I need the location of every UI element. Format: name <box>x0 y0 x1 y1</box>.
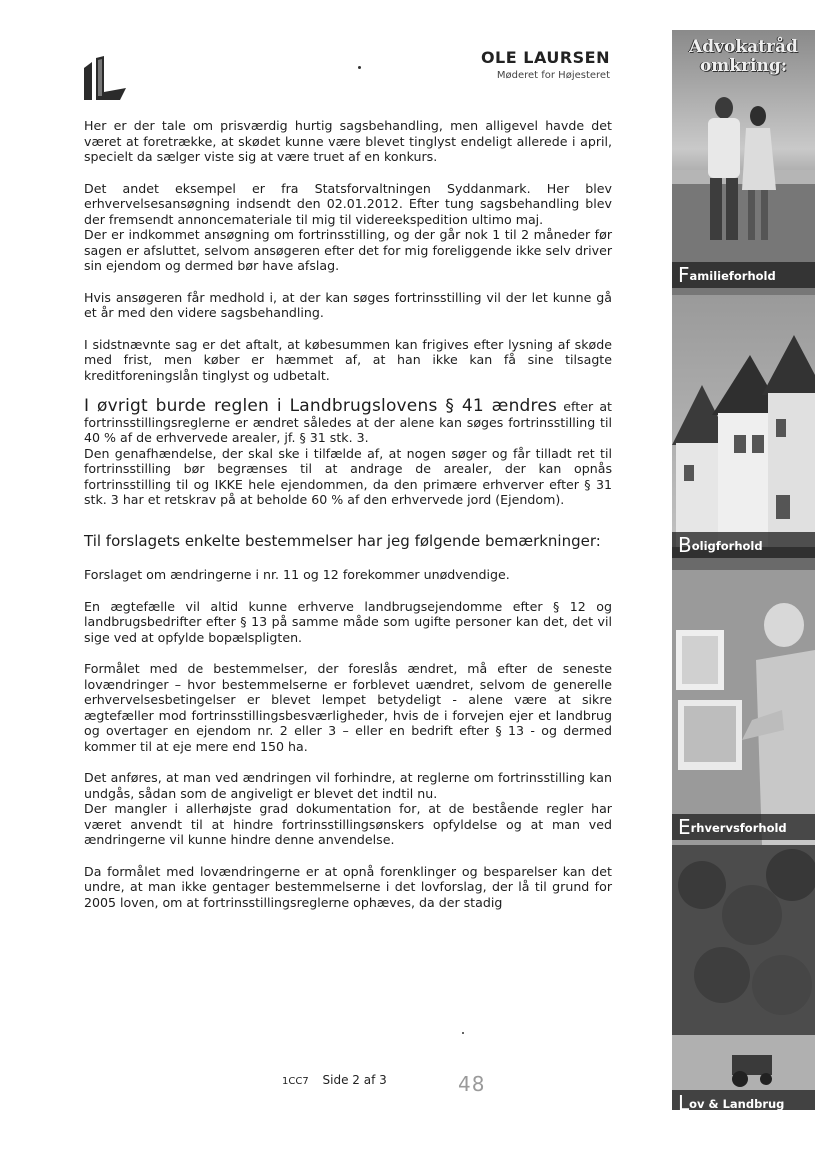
caption-text: amilieforhold <box>689 269 776 283</box>
paragraph <box>84 396 612 446</box>
caption-initial: B <box>678 533 692 557</box>
caption-text: ov & Landbrug <box>689 1097 785 1110</box>
emphasis-lead: I øvrigt burde reglen i Landbrugslovens § 41 ændres <box>84 396 558 416</box>
housing-photo <box>672 295 815 570</box>
caption-initial: F <box>678 263 690 287</box>
lawyer-name: OLE LAURSEN <box>480 48 610 67</box>
paragraph: Da formålet med lovændringerne er at opnå forenklinger og besparelser kan det undre, at man ikke gentager bestemmelserne i det lovforslag, der lå til grund for 2005 loven, om at fortrinsstillingsreglerne ophæves, da der stadig <box>84 863 612 910</box>
family-photo <box>672 30 815 295</box>
paragraph: Forslaget om ændringerne i nr. 11 og 12 forekommer unødvendige. <box>84 567 510 582</box>
paragraph: En ægtefælle vil altid kunne erhverve landbrugsejendomme efter § 12 og landbrugsbedrifter efter § 13 på samme måde som ugifte personer kan det, det vil sige ved at opfylde bopælspligten. <box>84 598 612 645</box>
business-photo <box>672 570 815 845</box>
paragraph: I sidstnævnte sag er det aftalt, at købesummen kan frigives efter lysning af skøde med frist, men køber er hæmmet af, at han ikke kan få sine tilsagte kreditforeningslån tinglyst og udbetalt. <box>84 336 612 383</box>
caption-initial: L <box>678 1091 690 1110</box>
banner-title-line: omkring: <box>699 56 788 76</box>
page-footer <box>282 1073 387 1087</box>
paragraph: Der mangler i allerhøjste grad dokumentation for, at de bestående regler har været anvendt til at hindre fortrinsstillingsønskers opfyldelse og at man ved ændringerne vil kunne hindre denne anvendelse. <box>84 801 612 847</box>
document-code: 1CC7 <box>282 1076 309 1087</box>
caption-agriculture <box>672 1090 815 1110</box>
paragraph-rest: efter at fortrinsstillingsreglerne er ændret således at der alene kan søges fortrinsstilling til 40 % af de erhvervede arealer, jf. § 31 stk. 3. <box>84 399 612 445</box>
letterhead <box>420 48 610 81</box>
speck <box>358 66 361 69</box>
caption-business <box>672 814 815 840</box>
paragraph: Der er indkommet ansøgning om fortrinsstilling, og der går nok 1 til 2 måneder før sagen er afsluttet, selvom ansøgeren efter det for mig foreliggende ikke selv driver sin ejendom og dermed bør have afslag. <box>84 227 612 273</box>
paragraph: Den genafhændelse, der skal ske i tilfælde af, at nogen søger og får tilladt ret til fortrinsstilling bør begrænses til at andrage de arealer, der kan opnås fortrinsstilling til og IKKE hele ejendommen, da den primære erhverver efter § 31 stk. 3 har et retskrav på at beholde 60 % af den erhvervede jord (Ejendom). <box>84 445 612 507</box>
caption-housing <box>672 532 815 558</box>
paragraph: Hvis ansøgeren får medhold i, at der kan søges fortrinsstilling vil der let kunne gå et år med den videre sagsbehandling. <box>84 289 612 320</box>
section-heading: Til forslagets enkelte bestemmelser har jeg følgende bemærkninger: <box>84 531 601 550</box>
side-banner <box>672 30 815 1110</box>
caption-text: oligforhold <box>691 539 763 553</box>
banner-title-line: Advokatråd <box>689 37 798 57</box>
paragraph: Det anføres, at man ved ændringen vil forhindre, at reglerne om fortrinsstilling kan undgås, sådan som de angiveligt er blevet det indtil nu. <box>84 770 612 801</box>
firm-logo <box>80 56 130 104</box>
lawyer-title: Møderet for Højesteret <box>496 70 610 81</box>
banner-title <box>672 38 815 76</box>
page-number: Side 2 af 3 <box>322 1073 387 1087</box>
farmland-photo <box>672 845 815 1110</box>
letter-body <box>84 118 612 926</box>
paragraph: Formålet med de bestemmelser, der foreslås ændret, må efter de seneste lovændringer – hvor bestemmelserne er forblevet uændret, selvom de generelle erhvervelsesbetingelser er blevet lempet betydeligt - alene være at sikre ægtefæller mod fortrinsstillingsbesværligheder, hvis de i forvejen ejer et landbrug og overtager en ejendom nr. 2 eller 3 – eller en bedrift efter § 13 - og dermed kommer til at eje mere end 150 ha. <box>84 661 612 754</box>
caption-initial: E <box>678 815 691 839</box>
speck <box>462 1032 464 1034</box>
paragraph: Det andet eksempel er fra Statsforvaltningen Syddanmark. Her blev erhvervelsesansøgning indsendt den 02.01.2012. Efter tung sagsbehandling blev der fremsendt annoncemateriale til mig til videreekspedition ultimo maj. <box>84 180 612 227</box>
faded-stamp: 48 <box>458 1072 486 1096</box>
paragraph: Her er der tale om prisværdig hurtig sagsbehandling, men alligevel havde det været at foretrække, at skødet kunne være blevet tinglyst endeligt allerede i april, specielt da sælger viste sig at være truet af en konkurs. <box>84 118 612 164</box>
caption-text: rhvervsforhold <box>690 821 787 835</box>
caption-family <box>672 262 815 288</box>
